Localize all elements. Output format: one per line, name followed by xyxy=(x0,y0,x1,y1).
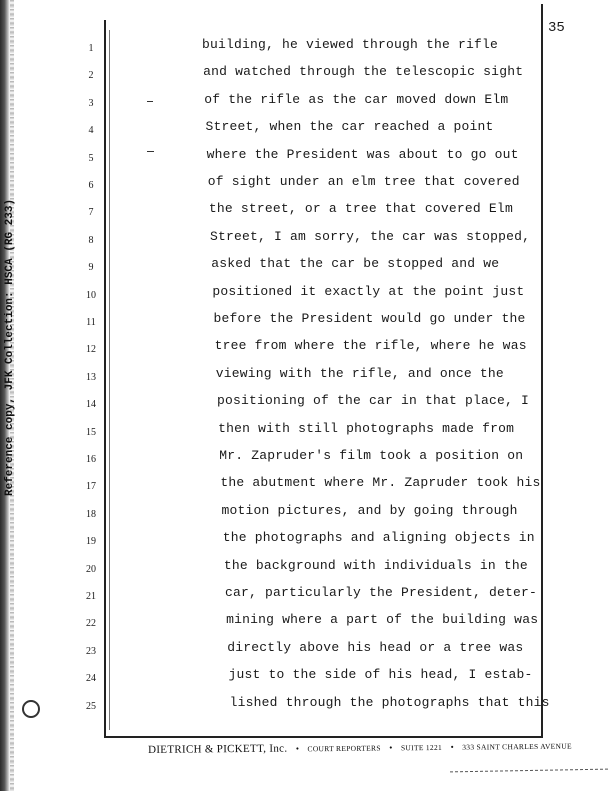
transcript-line: the photographs and aligning objects in xyxy=(222,530,535,546)
line-number: 23 xyxy=(86,645,96,657)
line-number: 13 xyxy=(86,371,96,383)
footer-reporters: COURT REPORTERS xyxy=(307,743,381,754)
margin-rule-left-inner xyxy=(109,30,110,730)
scan-artifact-line xyxy=(450,769,608,773)
transcript-line: car, particularly the President, deter- xyxy=(225,585,538,600)
transcript-line: the background with individuals in the xyxy=(223,557,528,573)
transcript-line: motion pictures, and by going through xyxy=(221,502,518,518)
footer-address: 333 SAINT CHARLES AVENUE xyxy=(462,741,572,752)
transcript-line: of the rifle as the car moved down Elm xyxy=(204,91,509,107)
line-number: 24 xyxy=(86,673,96,685)
footer xyxy=(148,739,588,756)
line-number: 12 xyxy=(86,344,96,356)
margin-rule-left xyxy=(104,20,106,738)
line-number: 2 xyxy=(88,70,94,82)
transcript-line: directly above his head or a tree was xyxy=(227,639,524,655)
transcript-line: Street, when the car reached a point xyxy=(205,119,494,135)
line-number: 14 xyxy=(86,399,96,411)
line-number: 25 xyxy=(86,700,96,712)
transcript-line: before the President would go under the xyxy=(213,311,526,326)
transcript-line: viewing with the rifle, and once the xyxy=(215,365,504,381)
line-number: 15 xyxy=(86,426,96,438)
footer-separator: • xyxy=(295,743,300,754)
page-number: 35 xyxy=(548,20,565,36)
transcript-line: Mr. Zapruder's film took a position on xyxy=(219,448,524,463)
stray-mark xyxy=(147,101,153,102)
footer-separator: • xyxy=(389,742,393,753)
transcript-line: positioned it exactly at the point just xyxy=(212,283,525,299)
line-number: 10 xyxy=(86,289,96,301)
line-number: 18 xyxy=(86,508,96,520)
transcript-line: where the President was about to go out xyxy=(206,146,519,162)
line-number: 11 xyxy=(86,317,96,328)
transcript-line: the street, or a tree that covered Elm xyxy=(208,201,513,217)
transcript-line: of sight under an elm tree that covered xyxy=(207,174,520,189)
line-number: 8 xyxy=(88,234,94,246)
stray-mark xyxy=(147,151,154,152)
line-number: 1 xyxy=(88,43,94,54)
transcript-line: positioning of the car in that place, I xyxy=(216,393,529,409)
margin-rule-right xyxy=(541,4,543,738)
transcript-line: and watched through the telescopic sight xyxy=(203,64,524,80)
line-number: 5 xyxy=(88,152,94,164)
line-number: 3 xyxy=(88,97,94,109)
footer-separator: • xyxy=(450,741,454,752)
line-number: 7 xyxy=(88,207,94,219)
margin-rule-bottom xyxy=(104,736,543,738)
line-number: 19 xyxy=(86,536,96,548)
transcript-line: tree from where the rifle, where he was xyxy=(214,338,527,354)
line-number: 22 xyxy=(86,618,96,630)
footer-suite: SUITE 1221 xyxy=(400,742,443,753)
transcript-line: the abutment where Mr. Zapruder took his xyxy=(220,475,541,491)
line-number: 21 xyxy=(86,591,96,602)
line-number: 6 xyxy=(88,180,94,191)
transcript-line: then with still photographs made from xyxy=(218,420,515,436)
line-number: 16 xyxy=(86,454,96,465)
line-number: 9 xyxy=(88,262,94,274)
transcript-line: lished through the photographs that this xyxy=(229,694,550,710)
line-number: 4 xyxy=(88,125,94,137)
reference-copy-stamp: Reference copy, JFK Collection: HSCA (RG 233) xyxy=(4,198,16,496)
line-number: 17 xyxy=(86,481,96,493)
line-number: 20 xyxy=(86,563,96,575)
transcript-line: Street, I am sorry, the car was stopped, xyxy=(210,228,531,244)
transcript-line: asked that the car be stopped and we xyxy=(211,256,500,272)
footer-firm: DIETRICH & PICKETT, Inc. xyxy=(148,742,288,756)
transcript-line: just to the side of his head, I estab- xyxy=(228,667,533,683)
binder-hole xyxy=(22,700,40,718)
transcript-line: mining where a part of the building was xyxy=(226,612,539,628)
transcript-line: building, he viewed through the rifle xyxy=(202,37,499,52)
